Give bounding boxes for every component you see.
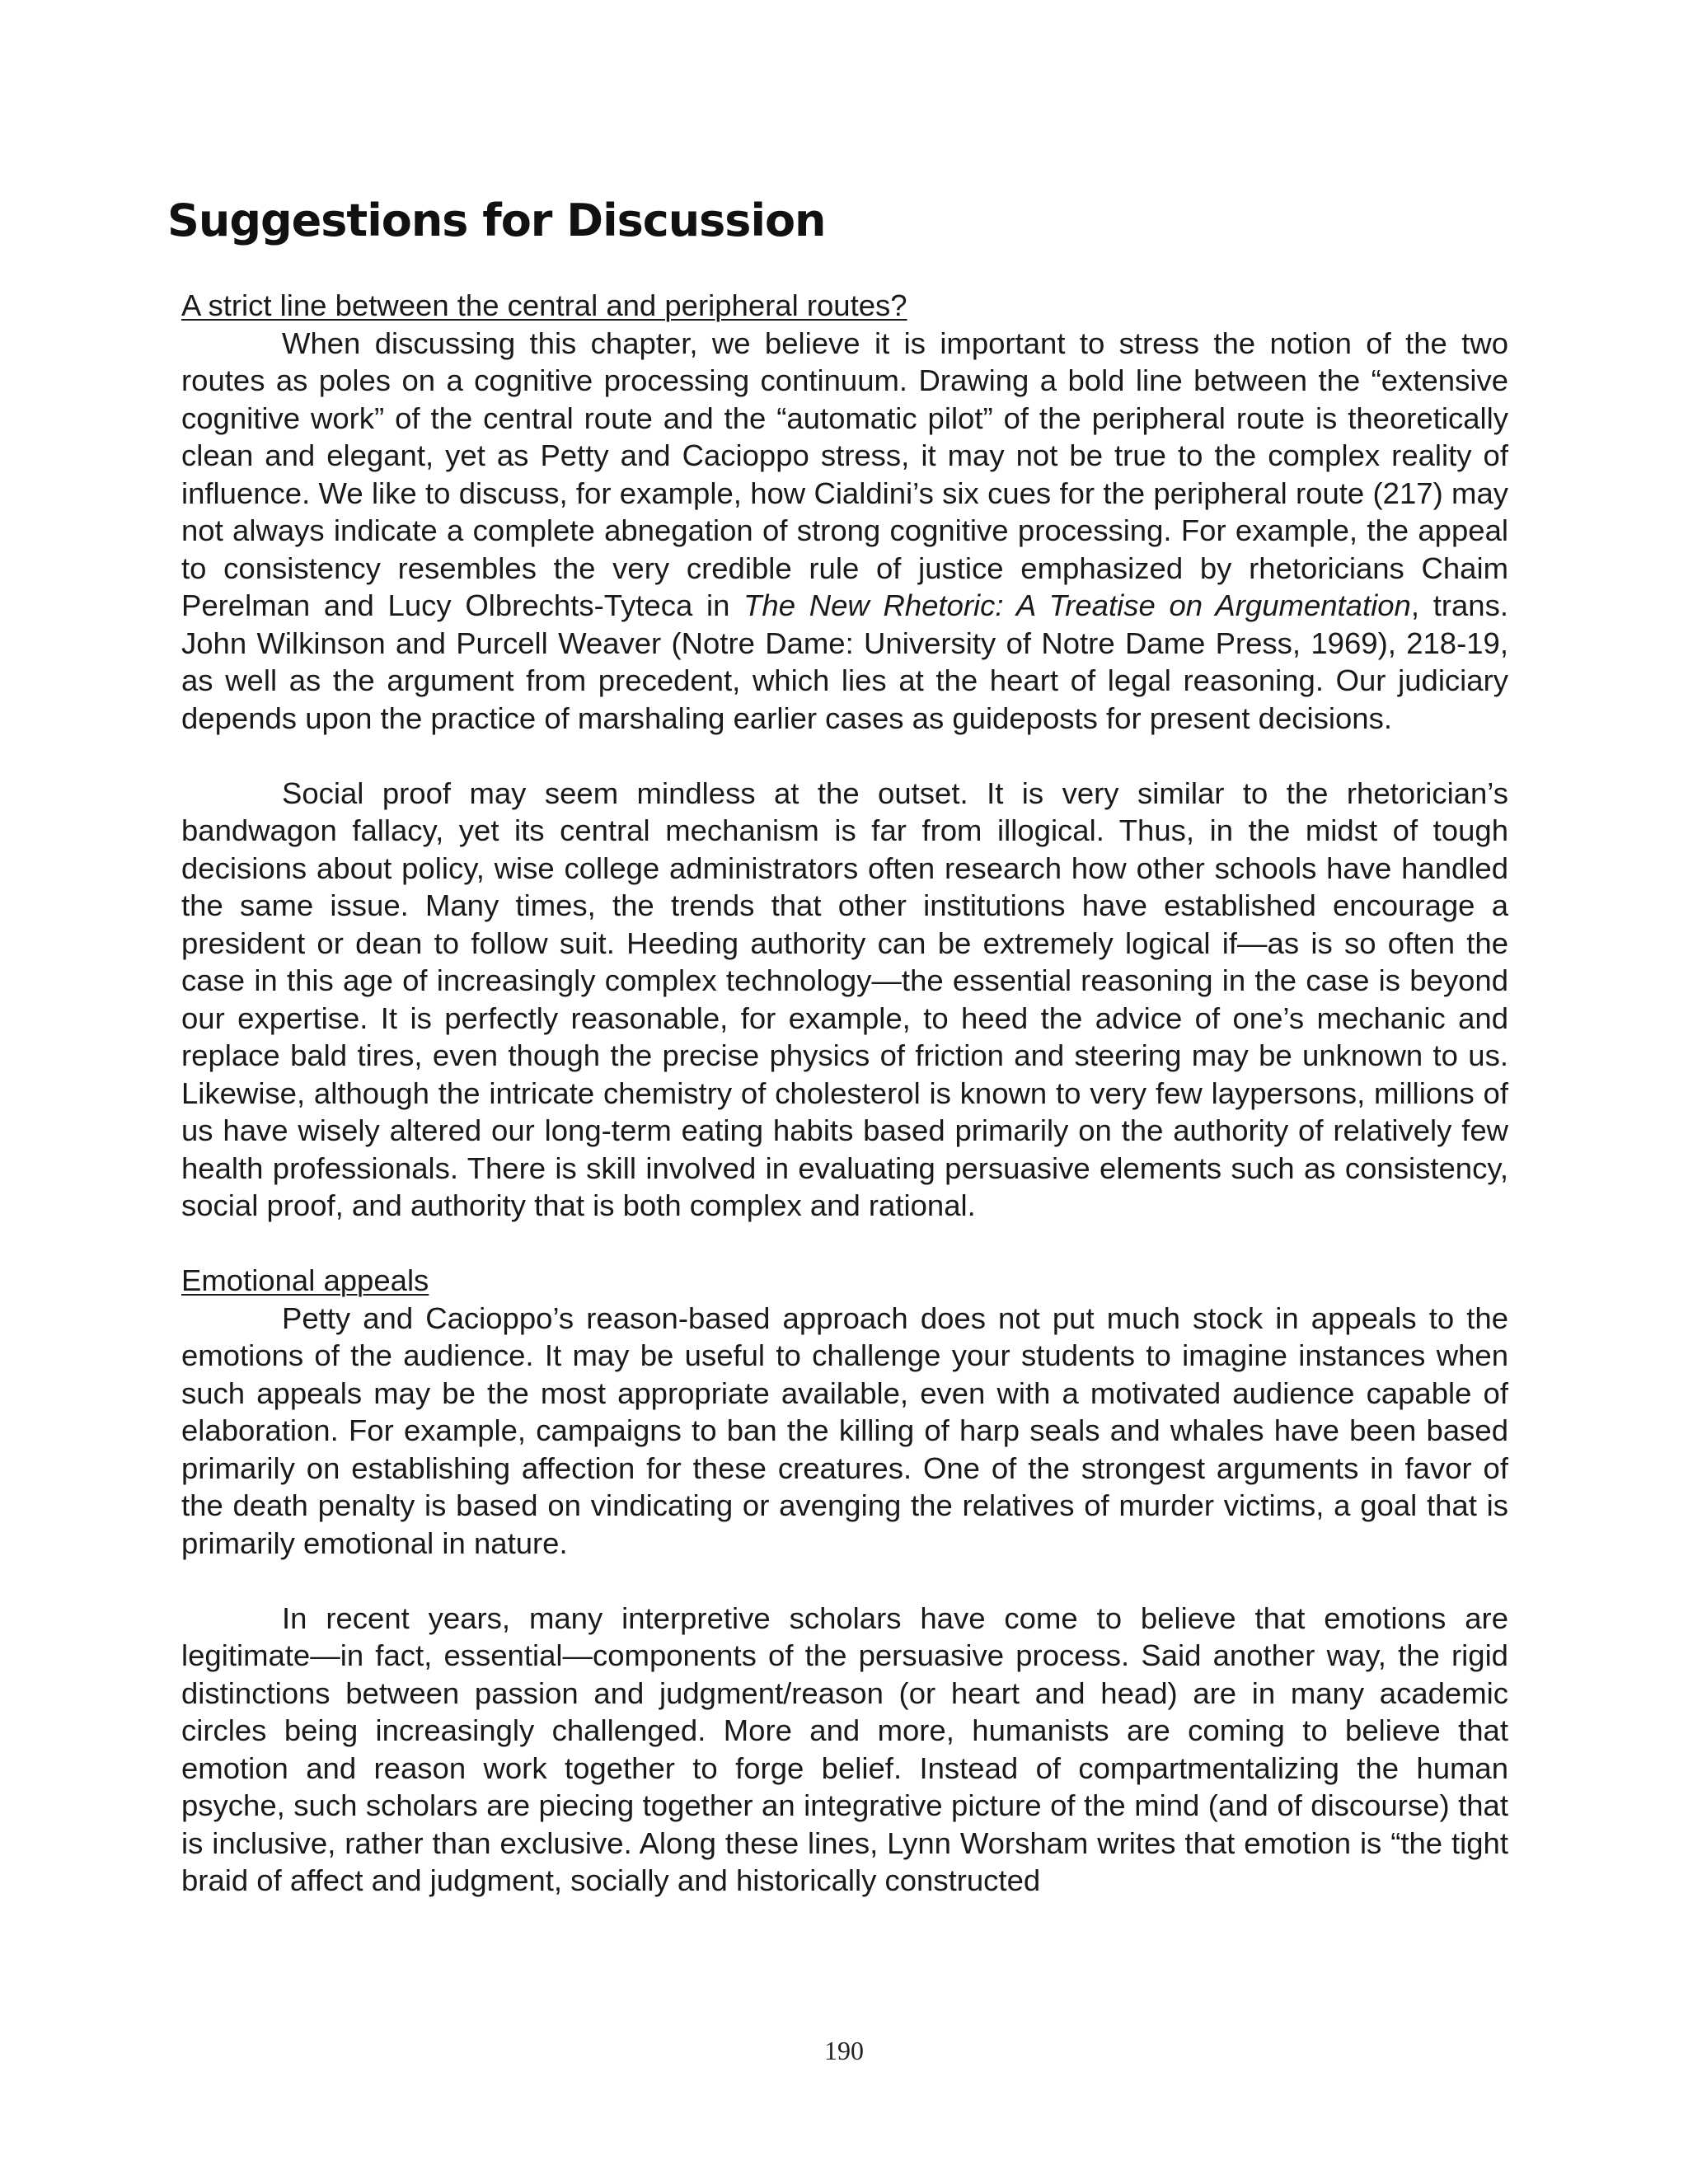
page-number: 190 <box>824 2036 864 2065</box>
paragraph-emotional-appeals: Petty and Cacioppo’s reason-based approach does not put much stock in appeals to the emotions of the audience. It may be useful to challenge your students to imagine instances when such appeals may be the most appropriate available, even with a motivated audience capable of elaboration. For example, campaigns to ban the killing of harp seals and whales have been based primarily on establishing affection for these creatures. One of the strongest arguments in favor of the death penalty is based on vindicating or avenging the relatives of murder victims, a goal that is primarily emotional in nature. <box>181 1301 1508 1560</box>
section-heading-emotional-appeals: Emotional appeals <box>181 1263 429 1297</box>
paragraph-spacer <box>181 737 1508 775</box>
paragraph-spacer <box>181 1562 1508 1600</box>
section-heading-central-peripheral: A strict line between the central and peripheral routes? <box>181 288 907 322</box>
paragraph-spacer <box>181 1225 1508 1263</box>
paragraph-social-proof: Social proof may seem mindless at the outset. It is very similar to the rhetorician’s bandwagon fallacy, yet its central mechanism is far from illogical. Thus, in the midst of tough decisions about policy, wise college administrators often research how other schools have handled the same issue. Many times, the trends that other institutions have established encourage a president or dean to follow suit. Heeding authority can be extremely logical if—as is so often the case in this age of increasingly complex technology—the essential reasoning in the case is beyond our expertise. It is perfectly reasonable, for example, to heed the advice of one’s mechanic and replace bald tires, even though the precise physics of friction and steering may be unknown to us. Likewise, although the intricate chemistry of cholesterol is known to very few laypersons, millions of us have wisely altered our long-term eating habits based primarily on the authority of relatively few health professionals. There is skill involved in evaluating persuasive elements such as consistency, social proof, and authority that is both complex and rational. <box>181 776 1508 1222</box>
paragraph-text: When discussing this chapter, we believe it is important to stress the notion of the two routes as poles on a cognitive processing continuum. Drawing a bold line between the “extensive cognitive work” of the central route and the “automatic pilot” of the peripheral route is theoretically clean and elegant, yet as Petty and Cacioppo stress, it may not be true to the complex reality of influence. We like to discuss, for example, how Cialdini’s six cues for the peripheral route (217) may not always indicate a complete abnegation of strong cognitive processing. For example, the appeal to consistency resembles the very credible rule of justice emphasized by rhetoricians Chaim Perelman and Lucy Olbrechts-Tyteca in <box>181 326 1508 622</box>
paragraph-interpretive-scholars: In recent years, many interpretive scholars have come to believe that emotions are legitimate—in fact, essential—components of the persuasive process. Said another way, the rigid distinctions between passion and judgment/reason (or heart and head) are in many academic circles being increasingly challenged. More and more, humanists are coming to believe that emotion and reason work together to forge belief. Instead of compartmentalizing the human psyche, such scholars are piecing together an integrative picture of the mind (and of discourse) that is inclusive, rather than exclusive. Along these lines, Lynn Worsham writes that emotion is “the tight braid of affect and judgment, socially and historically constructed <box>181 1601 1508 1897</box>
page-title: Suggestions for Discussion <box>167 194 826 246</box>
document-body <box>181 287 1508 1900</box>
paragraph-two-routes <box>181 325 1508 738</box>
paragraph-text: , trans. John Wilkinson and Purcell Weaver (Notre Dame: University of Notre Dame Press, 1969), 218-19, as well as the argument from precedent, which lies at the heart of legal reasoning. Our judiciary depends upon the practice of marshaling earlier cases as guideposts for present decisions. <box>181 588 1508 735</box>
book-title-italic: The New Rhetoric: A Treatise on Argumentation <box>743 588 1411 622</box>
